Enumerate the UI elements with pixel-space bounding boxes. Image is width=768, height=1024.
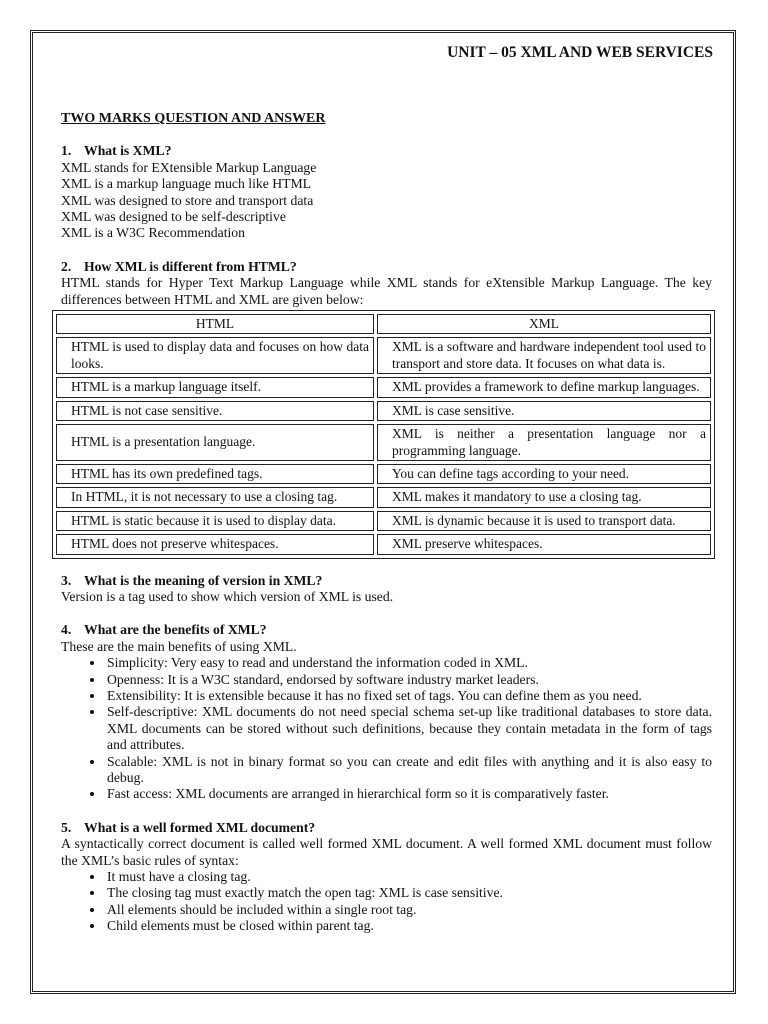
list-item: • Scalable: XML is not in binary format so you can create and edit files with anything and it is also easy to debug. — [105, 754, 712, 787]
question-1-heading — [61, 143, 712, 159]
list-item: • Extensibility: It is extensible because it has no fixed set of tags. You can define them as you need. — [105, 688, 712, 704]
column-header-html: HTML — [56, 314, 374, 334]
question-3-block — [61, 573, 712, 606]
question-text: What are the benefits of XML? — [84, 622, 267, 638]
question-text: What is XML? — [84, 143, 172, 159]
table-row — [56, 424, 711, 461]
answer-line: These are the main benefits of using XML. — [61, 638, 297, 654]
table-row — [56, 534, 711, 554]
question-number: 2. — [61, 258, 72, 274]
table-header-row — [56, 314, 711, 334]
column-header-xml: XML — [377, 314, 711, 334]
table-cell: In HTML, it is not necessary to use a closing tag. — [56, 487, 374, 507]
list-item: • Openness: It is a W3C standard, endorsed by software industry market leaders. — [105, 672, 712, 688]
table-cell: You can define tags according to your need. — [377, 464, 711, 484]
question-text: What is the meaning of version in XML? — [84, 572, 323, 588]
list-item: • Self-descriptive: XML documents do not need special schema set-up like traditional databases to store data. XML documents can be stored without such definitions, because they contain metadata in the form of tags and attributes. — [105, 704, 712, 753]
table-row — [56, 401, 711, 421]
table-cell: HTML has its own predefined tags. — [56, 464, 374, 484]
question-text: What is a well formed XML document? — [84, 819, 316, 835]
unit-header: UNIT – 05 XML AND WEB SERVICES — [447, 44, 713, 61]
question-number: 1. — [61, 143, 72, 159]
table-cell: HTML is a markup language itself. — [56, 377, 374, 397]
answer-line: XML is a markup language much like HTML — [61, 176, 311, 192]
question-4-block — [61, 622, 712, 802]
table-cell: HTML is not case sensitive. — [56, 401, 374, 421]
table-cell: HTML is used to display data and focuses on how data looks. — [56, 337, 374, 374]
list-item: • Fast access: XML documents are arranged in hierarchical form so it is comparatively faster. — [105, 786, 712, 802]
table-cell: HTML is a presentation language. — [56, 424, 374, 461]
question-5-block — [61, 820, 712, 935]
question-4-heading — [61, 622, 712, 638]
section-title: TWO MARKS QUESTION AND ANSWER — [61, 111, 326, 126]
rules-list — [61, 869, 712, 935]
list-item: • All elements should be included within a single root tag. — [105, 902, 712, 918]
answer-line: XML was designed to be self-descriptive — [61, 209, 286, 225]
table-row — [56, 377, 711, 397]
list-item: • The closing tag must exactly match the open tag: XML is case sensitive. — [105, 885, 712, 901]
document-body — [61, 111, 712, 952]
table-cell: HTML does not preserve whitespaces. — [56, 534, 374, 554]
answer-line: XML stands for EXtensible Markup Language — [61, 159, 317, 175]
question-5-heading — [61, 820, 712, 836]
table-cell: XML is a software and hardware independent tool used to transport and store data. It focuses on what data is. — [377, 337, 711, 374]
question-number: 5. — [61, 819, 72, 835]
answer-line: XML is a W3C Recommendation — [61, 225, 245, 241]
benefits-list — [61, 655, 712, 803]
list-item: • It must have a closing tag. — [105, 869, 712, 885]
table-cell: XML preserve whitespaces. — [377, 534, 711, 554]
table-cell: XML is dynamic because it is used to transport data. — [377, 511, 711, 531]
table-cell: XML makes it mandatory to use a closing tag. — [377, 487, 711, 507]
answer-line: XML was designed to store and transport data — [61, 192, 314, 208]
question-3-heading — [61, 573, 712, 589]
question-number: 3. — [61, 572, 72, 588]
answer-line: Version is a tag used to show which version of XML is used. — [61, 588, 394, 604]
table-cell: XML provides a framework to define markup languages. — [377, 377, 711, 397]
list-item: • Child elements must be closed within parent tag. — [105, 918, 712, 934]
answer-paragraph: A syntactically correct document is called well formed XML document. A well formed XML document must follow the XML’s basic rules of syntax: — [61, 836, 712, 868]
table-cell: XML is neither a presentation language nor a programming language. — [377, 424, 711, 461]
question-2-heading — [61, 259, 712, 275]
question-1-block — [61, 143, 712, 241]
table-row — [56, 337, 711, 374]
table-cell: HTML is static because it is used to display data. — [56, 511, 374, 531]
question-text: How XML is different from HTML? — [84, 258, 297, 274]
table-row — [56, 464, 711, 484]
table-row — [56, 511, 711, 531]
comparison-table — [52, 310, 715, 558]
table-row — [56, 487, 711, 507]
list-item: • Simplicity: Very easy to read and understand the information coded in XML. — [105, 655, 712, 671]
table-cell: XML is case sensitive. — [377, 401, 711, 421]
question-number: 4. — [61, 622, 72, 638]
question-2-block — [61, 259, 712, 559]
answer-paragraph: HTML stands for Hyper Text Markup Language while XML stands for eXtensible Markup Language. The key differences between HTML and XML are given below: — [61, 275, 712, 307]
